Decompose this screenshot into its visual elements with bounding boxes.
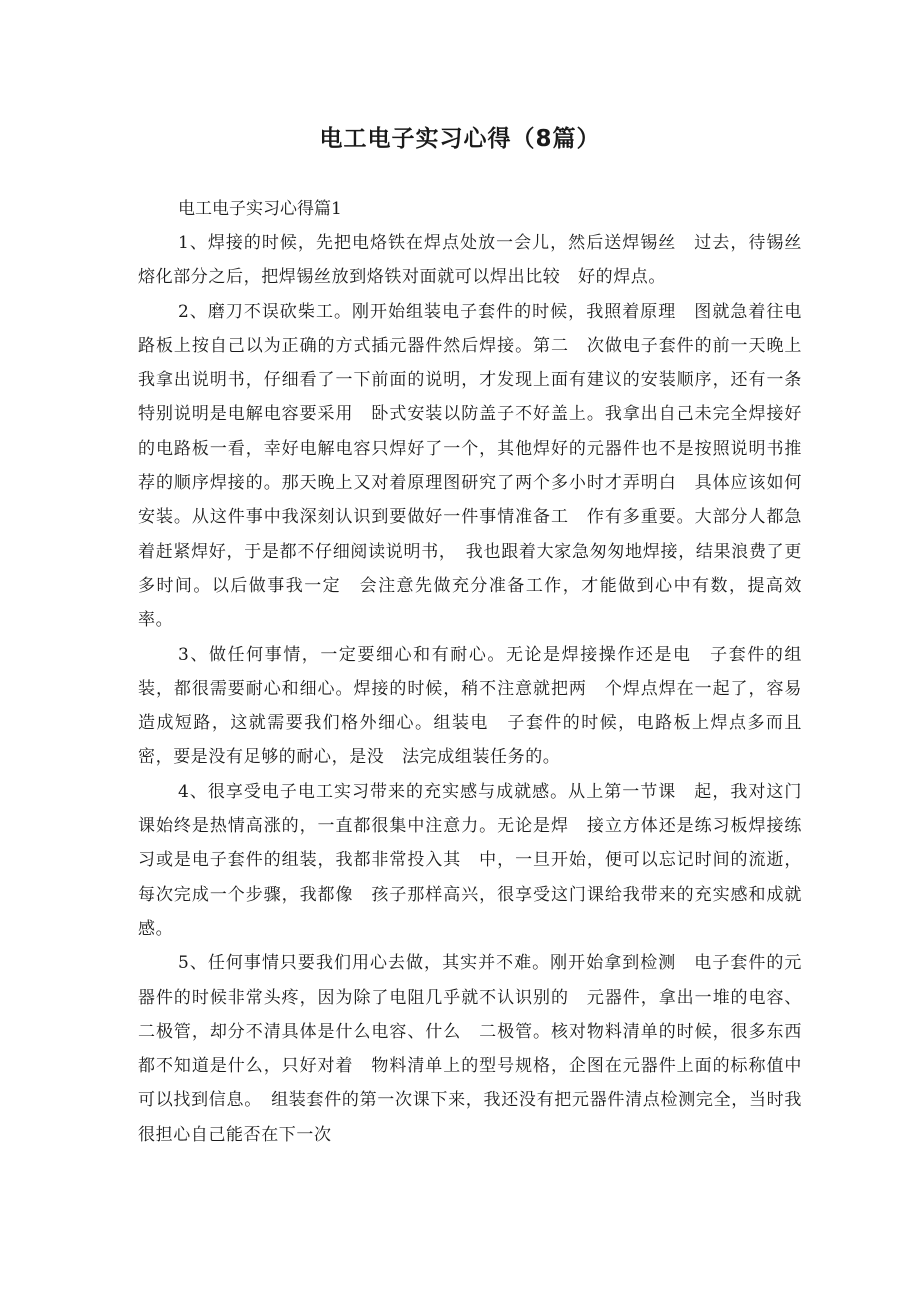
- section-heading: 电工电子实习心得篇1: [178, 199, 342, 219]
- paragraph-4: 4、很享受电子电工实习带来的充实感与成就感。从上第一节课 起，我对这门课始终是热情高涨的，一直都很集中注意力。无论是焊 接立方体还是练习板焊接练习或是电子套件的组装，我都非常投入其 中，一旦开始，便可以忘记时间的流逝，每次完成一个步骤，我都像 孩子那样高兴，很享受这门课给我带来的充实感和成就感。: [138, 781, 802, 939]
- paragraph-5: 5、任何事情只要我们用心去做，其实并不难。刚开始拿到检测 电子套件的元器件的时候非常头疼，因为除了电阻几乎就不认识别的 元器件，拿出一堆的电容、二极管，却分不清具体是什么电容、什么 二极管。核对物料清单的时候，很多东西都不知道是什么，只好对着 物料清单上的型号规格，企图在元器件上面的标称值中可以找到信息。 组装套件的第一次课下来，我还没有把元器件清点检测完全，当时我 很担心自己能否在下一次: [138, 953, 820, 1145]
- paragraph-2: 2、磨刀不误砍柴工。刚开始组装电子套件的时候，我照着原理 图就急着往电路板上按自己以为正确的方式插元器件然后焊接。第二 次做电子套件的前一天晚上我拿出说明书，仔细看了一下前面的说明，才发现上面有建议的安装顺序，还有一条特别说明是电解电容要采用 卧式安装以防盖子不好盖上。我拿出自己未完全焊接好的电路板一看，幸好电解电容只焊好了一个，其他焊好的元器件也不是按照说明书推 荐的顺序焊接的。那天晚上又对着原理图研究了两个多小时才弄明白 具体应该如何安装。从这件事中我深刻认识到要做好一件事情准备工 作有多重要。大部分人都急着赶紧焊好，于是都不仔细阅读说明书， 我也跟着大家急匆匆地焊接，结果浪费了更多时间。以后做事我一定 会注意先做充分准备工作，才能做到心中有数，提高效率。: [138, 301, 820, 631]
- paragraph-3: 3、做任何事情，一定要细心和有耐心。无论是焊接操作还是电 子套件的组装，都很需要耐心和细心。焊接的时候，稍不注意就把两 个焊点焊在一起了，容易造成短路，这就需要我们格外细心。组装电 子套件的时候，电路板上焊点多而且密，要是没有足够的耐心，是没 法完成组装任务的。: [138, 644, 802, 768]
- document-title: 电工电子实习心得（8篇）: [319, 126, 601, 152]
- document-body: [138, 192, 820, 1152]
- paragraph-1: 1、焊接的时候，先把电烙铁在焊点处放一会儿，然后送焊锡丝 过去，待锡丝熔化部分之后，把焊锡丝放到烙铁对面就可以焊出比较 好的焊点。: [138, 233, 802, 288]
